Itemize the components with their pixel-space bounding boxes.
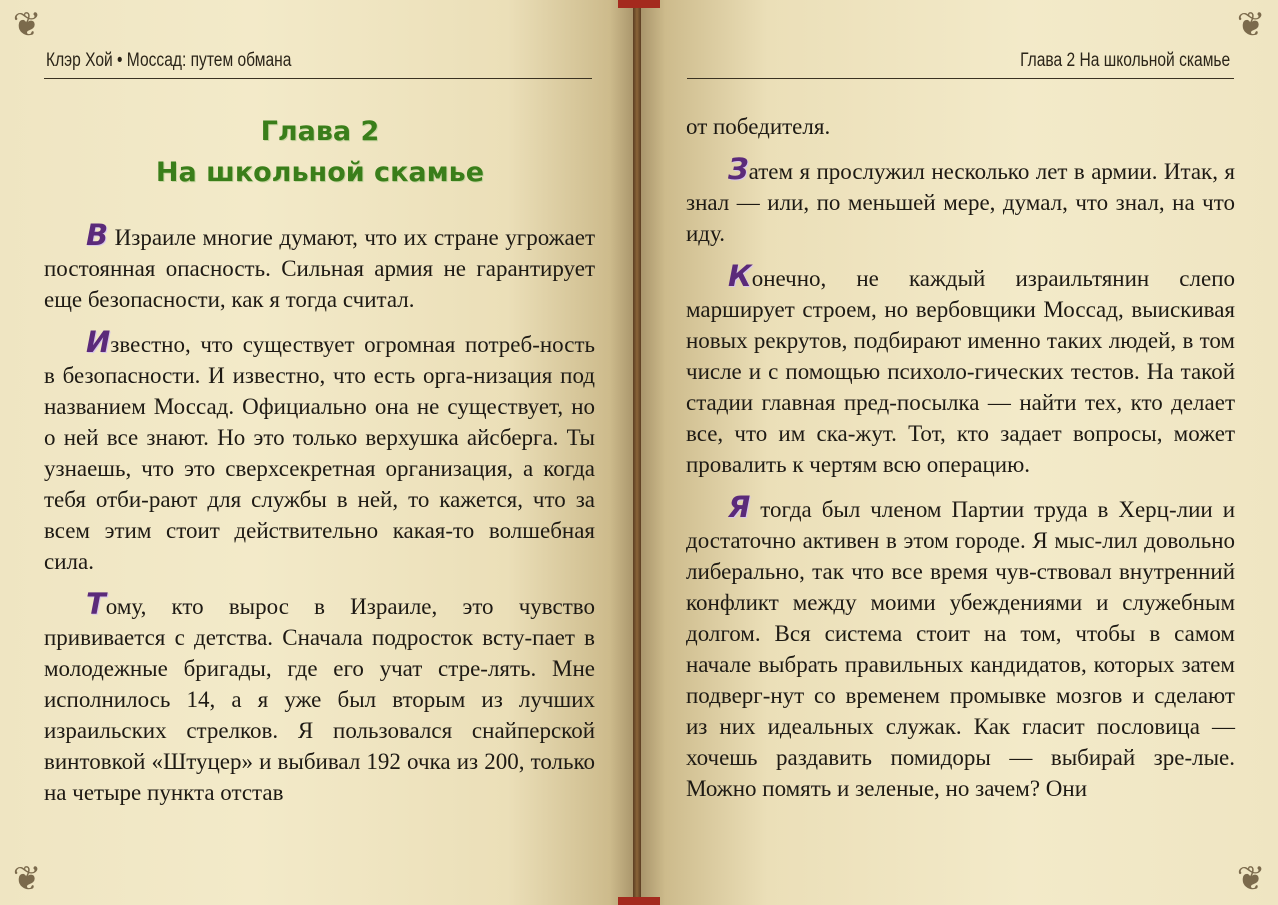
- corner-ornament-icon: ❦: [12, 859, 42, 899]
- drop-cap: К: [728, 259, 752, 293]
- paragraph-text: тогда был членом Партии труда в Херц-лии и достаточно активен в этом городе. Я мыс-лил довольно либерально, так что все время чув-ствовал внутренний конфликт между моими убеждениями и служебным долгом. Вся система стоит на том, чтобы в самом начале выбрать правильных кандидатов, которых затем подверг-нут со временем промывке мозгов и сделают из них идеальных служак. Как гласит пословица — хочешь раздавить помидоры — выбирай зре-лые. Можно помять и зеленые, но зачем? Они: [686, 497, 1235, 801]
- drop-cap: В: [86, 218, 109, 252]
- paragraph: [686, 154, 1235, 249]
- book-spine: [633, 0, 641, 905]
- paragraph: [44, 327, 595, 577]
- chapter-title-name: На школьной скамье: [155, 157, 485, 188]
- paragraph-text: онечно, не каждый израильтянин слепо марширует строем, но вербовщики Моссад, выискивая новых рекрутов, подбирают именно таких людей, в том числе и с помощью психоло-гических тестов. На такой стадии главная пред-посылка — найти тех, кто делает все, что им ска-жут. Тот, кто задает вопросы, может провалить к чертям всю операцию.: [686, 266, 1235, 477]
- spine-bookmark: [618, 897, 660, 905]
- paragraph: [44, 589, 595, 808]
- drop-cap: Я: [728, 490, 751, 524]
- page-header-book-title: Клэр Хой • Моссад: путем обмана: [46, 50, 292, 71]
- paragraph-continuation: от победителя.: [686, 114, 831, 139]
- paragraph-text: звестно, что существует огромная потреб-ность в безопасности. И известно, что есть орга-низация под названием Моссад. Официально она не существует, но о ней все знают. Но это только верхушка айсберга. Ты узнаешь, что это сверхсекретная организация, а когда тебя отби-рают для службы в ней, то кажется, что за всем этим стоит действительно какая-то волшебная сила.: [44, 332, 595, 574]
- drop-cap: Т: [86, 587, 106, 621]
- corner-ornament-icon: ❦: [12, 5, 42, 45]
- paragraph: [686, 261, 1235, 480]
- chapter-title-number: Глава 2: [260, 116, 380, 147]
- right-page[interactable]: [639, 0, 1278, 905]
- spine-bookmark: [618, 0, 660, 8]
- paragraph: [686, 492, 1235, 804]
- paragraph-text: Израиле многие думают, что их стране угрожает постоянная опасность. Сильная армия не гарантирует еще безопасности, как я тогда считал.: [44, 225, 595, 312]
- corner-ornament-icon: ❦: [1236, 859, 1266, 899]
- left-page[interactable]: [0, 0, 636, 905]
- page-header-chapter-title: Глава 2 На школьной скамье: [1019, 50, 1230, 71]
- drop-cap: И: [86, 325, 111, 359]
- right-page-text: [686, 111, 1235, 816]
- paragraph-text: ому, кто вырос в Израиле, это чувство прививается с детства. Сначала подросток всту-пает в молодежные бригады, где его учат стре-лять. Мне исполнилось 14, а я уже был вторым из лучших израильских стрелков. Я пользовался снайперской винтовкой «Штуцер» и выбивал 192 очка из 200, только на четыре пункта отстав: [44, 594, 595, 805]
- header-divider: [44, 78, 592, 79]
- paragraph: [44, 220, 595, 315]
- paragraph-text: атем я прослужил несколько лет в армии. Итак, я знал — или, по меньшей мере, думал, что знал, на что иду.: [686, 159, 1235, 246]
- drop-cap: З: [728, 152, 749, 186]
- header-divider: [687, 78, 1234, 79]
- left-page-text: [44, 220, 595, 820]
- corner-ornament-icon: ❦: [1236, 5, 1266, 45]
